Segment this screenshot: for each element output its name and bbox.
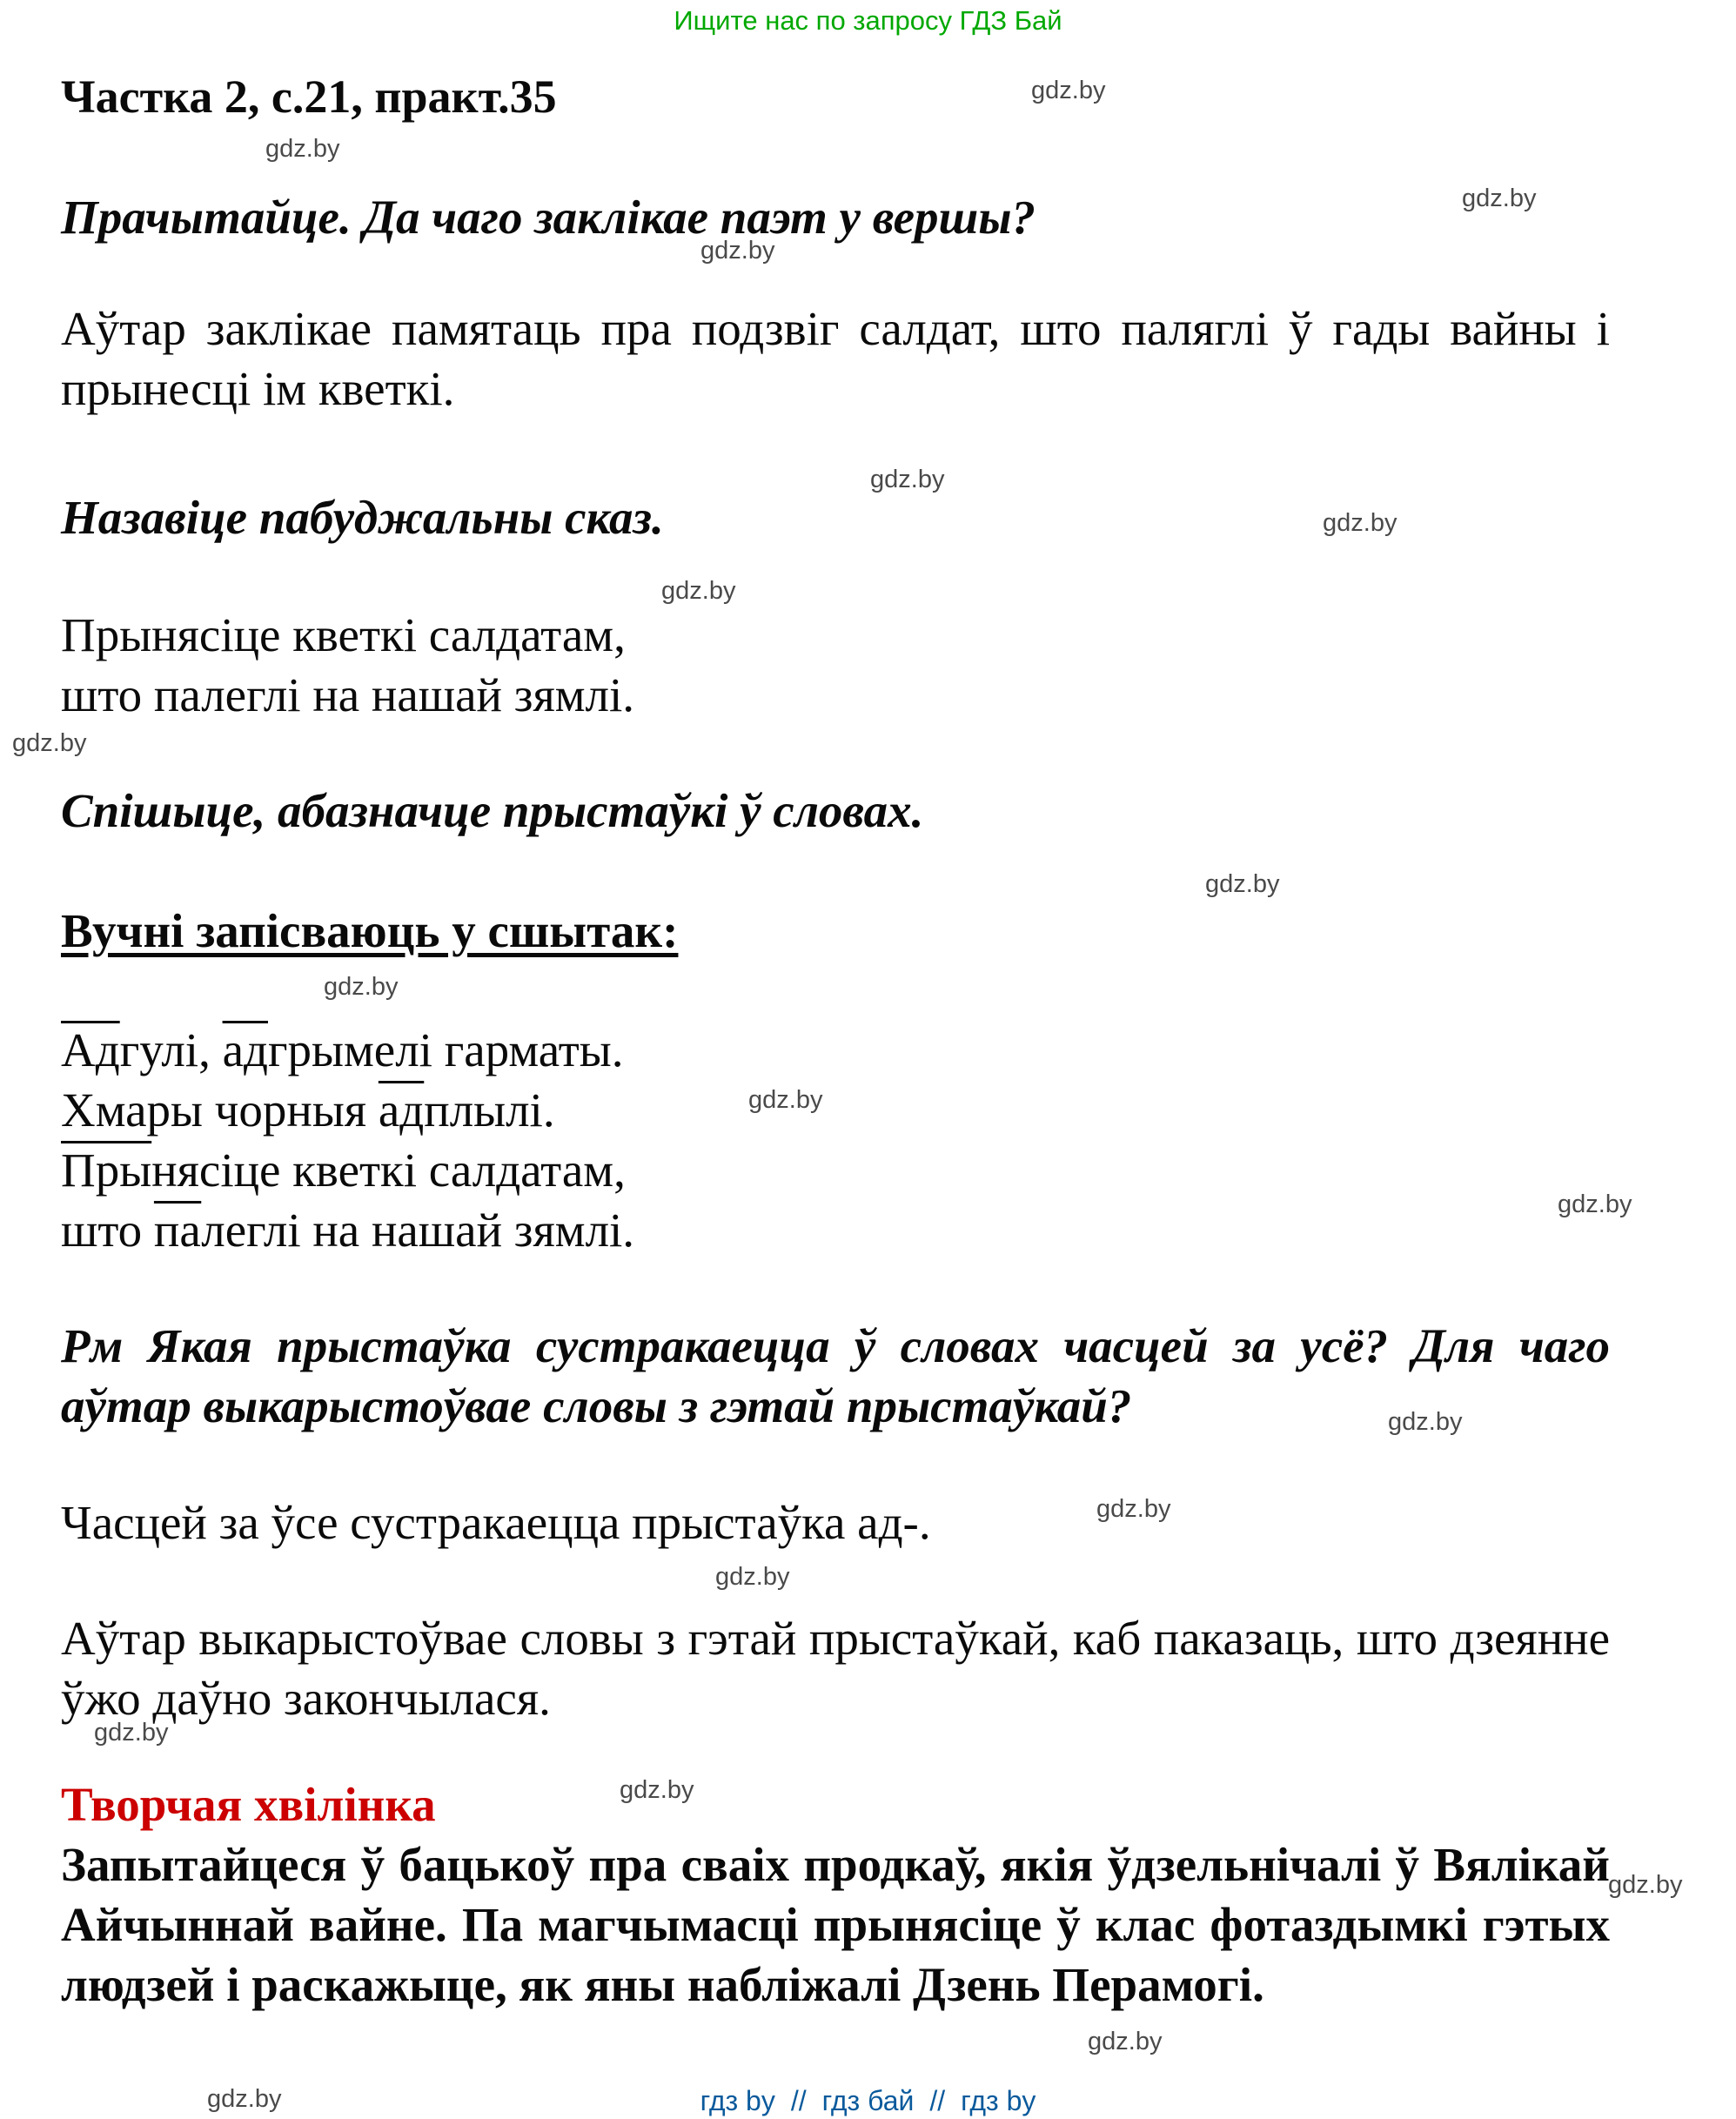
task3-question: Спішыце, абазначце прыстаўкі ў словах.: [61, 784, 924, 837]
gdz-watermark: gdz.by: [870, 466, 945, 493]
word-text: Хмары чорныя: [61, 1083, 379, 1137]
task3-subheading: Вучні запісваюць у сшытак:: [61, 904, 679, 957]
gdz-watermark: gdz.by: [1388, 1408, 1463, 1436]
poem-line: [61, 1080, 1610, 1140]
footer-link[interactable]: гдз by: [961, 2085, 1036, 2116]
poem-line: [61, 1020, 1610, 1080]
gdz-watermark: gdz.by: [207, 2085, 282, 2113]
task4-question: Рм Якая прыстаўка сустракаецца ў словах часцей за усё? Для чаго аўтар выкарыстоўвае словы з гэтай прыстаўкай?: [61, 1319, 1610, 1432]
gdz-watermark: gdz.by: [1205, 870, 1280, 898]
gdz-watermark: gdz.by: [620, 1776, 694, 1804]
footer-link[interactable]: гдз by: [700, 2085, 775, 2116]
task1-question: Прачытайце. Да чаго заклікае паэт у вершы?: [61, 191, 1036, 244]
word-text: грымелі гарматы.: [267, 1023, 624, 1076]
gdz-watermark: gdz.by: [748, 1086, 823, 1114]
prefix-marked: ад: [378, 1083, 425, 1137]
creative-section-text: Запытайцеся ў бацькоў пра сваіх продкаў, якія ўдзельнічалі ў Вялікай Айчыннай вайне. Па магчымасці прынясіце ў клас фотаздымкі гэтых людзей і раскажыце, як яны набліжалі Дзень Перамогі.: [61, 1838, 1610, 2011]
word-text: гулі,: [119, 1023, 223, 1076]
gdz-watermark: gdz.by: [12, 729, 87, 757]
top-banner: Ищите нас по запросу ГДЗ Бай: [674, 5, 1062, 36]
gdz-watermark: gdz.by: [94, 1719, 169, 1747]
word-text: леглі на нашай зямлі.: [201, 1204, 635, 1257]
gdz-watermark: gdz.by: [1088, 2028, 1163, 2055]
gdz-watermark: gdz.by: [1323, 509, 1398, 537]
task2-answer: [61, 605, 1610, 725]
word-text: плылі.: [424, 1083, 555, 1137]
word-text: нясіце кветкі салдатам,: [151, 1143, 626, 1197]
footer-link[interactable]: гдз бай: [821, 2085, 915, 2116]
gdz-watermark: gdz.by: [1558, 1190, 1632, 1218]
prefix-marked: Ад: [61, 1023, 120, 1076]
gdz-watermark: gdz.by: [1096, 1495, 1171, 1523]
poem-line: Прынясіце кветкі салдатам,: [61, 608, 626, 661]
gdz-watermark: gdz.by: [265, 135, 340, 163]
task4-answer-1: Часцей за ўсе сустракаецца прыстаўка ад-.: [61, 1496, 931, 1549]
gdz-watermark: gdz.by: [700, 237, 775, 265]
poem-line: [61, 1140, 1610, 1200]
word-text: што: [61, 1204, 154, 1257]
gdz-watermark: gdz.by: [1462, 184, 1537, 212]
task2-question: Назавіце пабуджальны сказ.: [61, 491, 664, 544]
poem-line: [61, 1200, 1610, 1260]
task4-answer-2: Аўтар выкарыстоўвае словы з гэтай прыстаўкай, каб паказаць, што дзеянне ўжо даўно закончылася.: [61, 1612, 1610, 1725]
gdz-watermark: gdz.by: [324, 973, 399, 1001]
task1-answer: Аўтар заклікае памятаць пра подзвіг салдат, што паляглі ў гады вайны і прынесці ім кветкі.: [61, 302, 1610, 415]
prefix-marked: ад: [222, 1023, 268, 1076]
poem-line: што палеглі на нашай зямлі.: [61, 668, 635, 721]
footer-separator: //: [790, 2085, 807, 2116]
gdz-watermark: gdz.by: [715, 1563, 790, 1591]
page-title: Частка 2, с.21, практ.35: [61, 70, 557, 123]
gdz-watermark: gdz.by: [1031, 77, 1106, 104]
prefix-marked: па: [153, 1204, 202, 1257]
prefix-marked: Пры: [61, 1143, 152, 1197]
gdz-watermark: gdz.by: [661, 577, 736, 605]
gdz-watermark: gdz.by: [1608, 1871, 1683, 1899]
footer-separator: //: [929, 2085, 946, 2116]
task3-answer: [61, 1020, 1610, 1260]
creative-section-title: Творчая хвілінка: [61, 1778, 436, 1831]
